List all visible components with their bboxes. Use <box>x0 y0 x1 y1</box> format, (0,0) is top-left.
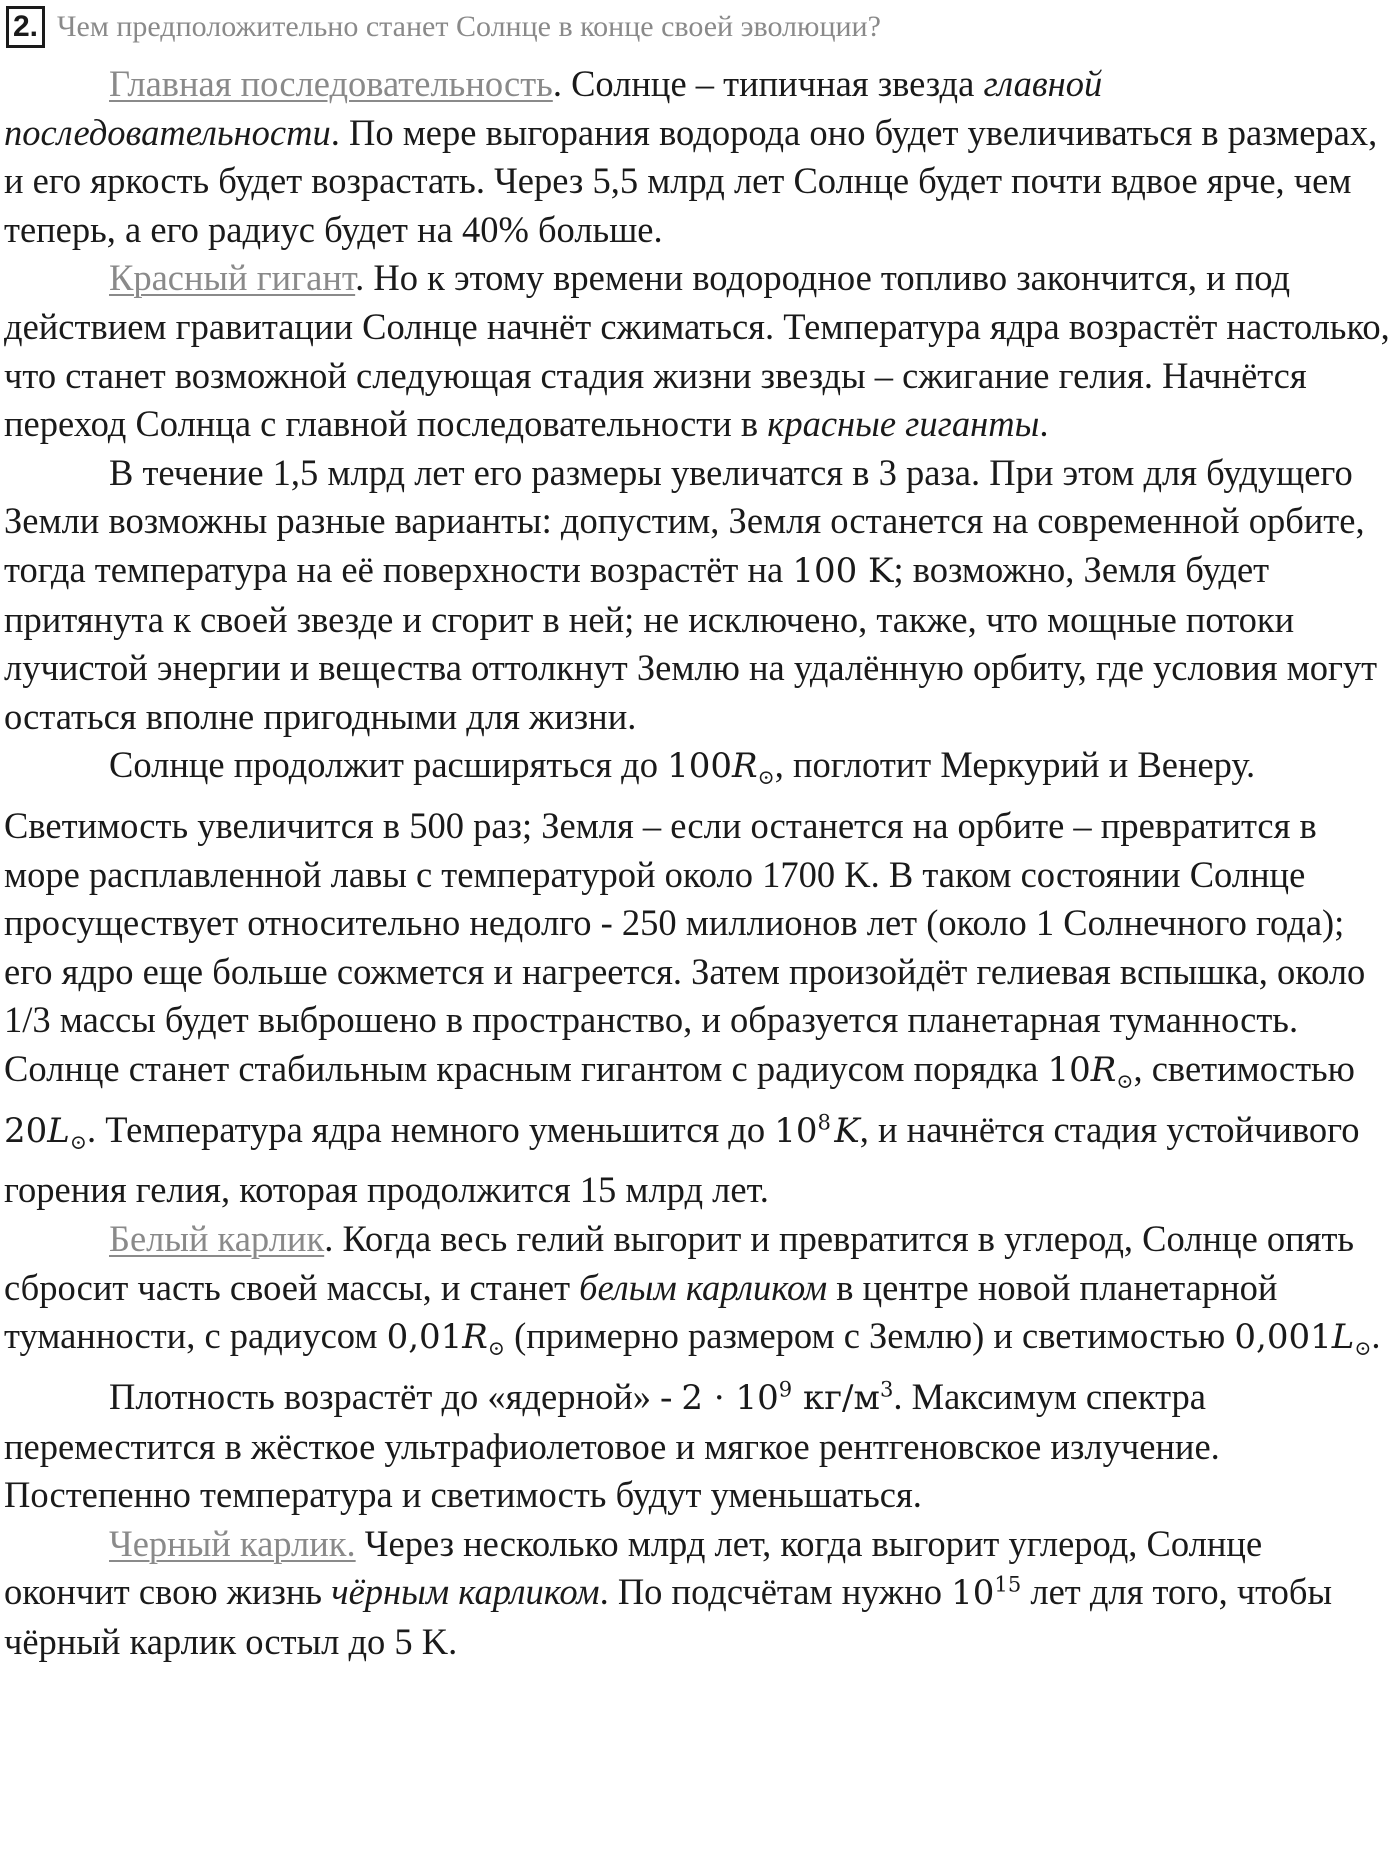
text: ; возможно, Земля будет притянута к своей звезде и сгорит в ней; не исключено, также, что мощные потоки лучистой энергии и вещества оттолкнут Землю на удалённую орбиту, где условия могут остаться вполне пригодными для жизни. <box>4 548 1378 737</box>
text: В течение 1,5 млрд лет его размеры увеличатся в 3 раза. При этом для будущего Земли возможны разные варианты: допустим, Земля останется на современной орбите, тогда температура на её поверхности возрастёт на <box>4 451 1365 590</box>
text: . По подсчётам нужно <box>599 1571 952 1613</box>
text: . Но к этому времени водородное топливо закончится, и под действием гравитации Солнце начнёт сжиматься. Температура ядра возрастёт настолько, что станет возможной следующая стадия жизни звезды – сжигание гелия. Начнётся переход Солнца с главной последовательности в <box>4 257 1390 445</box>
question-text: Чем предположительно станет Солнце в конце своей эволюции? <box>57 10 881 43</box>
math-radius-001 <box>386 1317 505 1361</box>
paragraph-density <box>4 1373 1396 1520</box>
math-number: 0,001 <box>1234 1317 1332 1358</box>
math-radius-100 <box>667 746 775 790</box>
sun-symbol-icon: ⊙ <box>757 765 775 790</box>
text: . <box>1039 403 1049 445</box>
heading-main-sequence: Главная последовательность <box>109 63 553 104</box>
paragraph-red-giant <box>4 254 1396 448</box>
text: , и начнётся стадия устойчивого горения гелия, которая продолжится 15 млрд лет. <box>4 1108 1360 1211</box>
math-number: 0,01 <box>386 1317 463 1358</box>
paragraph-black-dwarf <box>4 1520 1396 1667</box>
text: , поглотит Меркурий и Венеру. Светимость увеличится в 500 раз; Земля – если останется на орбите – превратится в море расплавленной лавы с температурой около 1700 K. В таком состоянии Солнце просуществует относительно недолго - 250 миллионов лет (около 1 Солнечного года); его ядро еще больше сожмется и нагреется. Затем произойдёт гелиевая вспышка, около 1/3 массы будет выброшено в пространство, и образуется планетарная туманность. Солнце станет стабильным красным гигантом с радиусом порядка <box>4 744 1366 1089</box>
heading-black-dwarf: Черный карлик. <box>109 1522 356 1564</box>
italic-term: чёрным карликом <box>331 1571 600 1613</box>
math-density <box>681 1378 893 1418</box>
math-variable: K <box>834 1110 860 1151</box>
math-number: 100 <box>667 746 732 787</box>
paragraph-white-dwarf <box>4 1215 1396 1373</box>
text: Через несколько млрд лет, когда выгорит углерод, Солнце окончит свою жизнь <box>4 1522 1263 1613</box>
math-exponent: 8 <box>817 1109 831 1135</box>
math-luminosity-20 <box>4 1110 87 1154</box>
question-header <box>6 6 881 48</box>
text: в центре новой планетарной туманности, с радиусом <box>4 1266 1278 1357</box>
math-temperature <box>774 1111 859 1151</box>
math-variable: R <box>1090 1050 1117 1090</box>
math-unit: кг/м <box>792 1377 880 1418</box>
italic-term: белым карликом <box>579 1266 828 1308</box>
sun-symbol-icon: ⊙ <box>1116 1069 1134 1094</box>
question-number: 2. <box>6 6 45 48</box>
math-variable: L <box>1331 1317 1355 1358</box>
math-value: 100 K <box>792 550 894 591</box>
text: . <box>1371 1315 1381 1357</box>
sun-symbol-icon: ⊙ <box>487 1336 505 1361</box>
math-number: 20 <box>4 1110 48 1151</box>
text: Плотность возрастёт до «ядерной» - <box>109 1375 682 1417</box>
math-number: 10 <box>951 1573 995 1614</box>
math-luminosity-0001 <box>1234 1317 1372 1361</box>
text: . По мере выгорания водорода оно будет увеличиваться в размерах, и его яркость будет возрастать. Через 5,5 млрд лет Солнце будет почти вдвое ярче, чем теперь, а его радиус будет на 40% больше. <box>4 111 1378 250</box>
italic-term: главной последовательности <box>4 63 1103 153</box>
text: , светимостью <box>1133 1048 1355 1089</box>
math-variable: R <box>462 1317 488 1358</box>
math-number: 10 <box>1047 1050 1091 1090</box>
math-number: 2 · 10 <box>681 1377 779 1418</box>
paragraph-main-sequence <box>4 60 1396 254</box>
paragraph-expansion <box>4 741 1396 1215</box>
answer-body <box>4 60 1396 1667</box>
math-variable: L <box>47 1110 70 1151</box>
math-number: 10 <box>774 1110 818 1151</box>
heading-red-giant: Красный гигант <box>109 257 356 299</box>
text: . Максимум спектра переместится в жёсткое ультрафиолетовое и мягкое рентгеновское излучение. Постепенно температура и светимость будут уменьшаться. <box>4 1375 1220 1516</box>
math-variable: R <box>731 746 758 787</box>
text: . Солнце – типичная звезда <box>552 63 984 104</box>
math-years <box>951 1573 1021 1613</box>
math-exponent: 15 <box>994 1571 1022 1597</box>
math-radius-10 <box>1047 1050 1134 1094</box>
heading-white-dwarf: Белый карлик <box>109 1218 325 1260</box>
text: Солнце продолжит расширяться до <box>109 744 668 786</box>
text: . Когда весь гелий выгорит и превратится в углерод, Солнце опять сбросит часть своей массы, и станет <box>4 1218 1355 1308</box>
sun-symbol-icon: ⊙ <box>1354 1336 1372 1361</box>
text: лет для того, чтобы чёрный карлик остыл до 5 K. <box>4 1571 1333 1662</box>
paragraph-earth-fate <box>4 449 1396 742</box>
math-exponent: 9 <box>778 1376 793 1402</box>
text: (примерно размером с Землю) и светимостью <box>504 1315 1235 1357</box>
text: . Температура ядра немного уменьшится до <box>86 1108 775 1150</box>
math-exponent: 3 <box>879 1376 894 1402</box>
italic-term: красные гиганты <box>767 403 1040 445</box>
sun-symbol-icon: ⊙ <box>69 1129 87 1154</box>
